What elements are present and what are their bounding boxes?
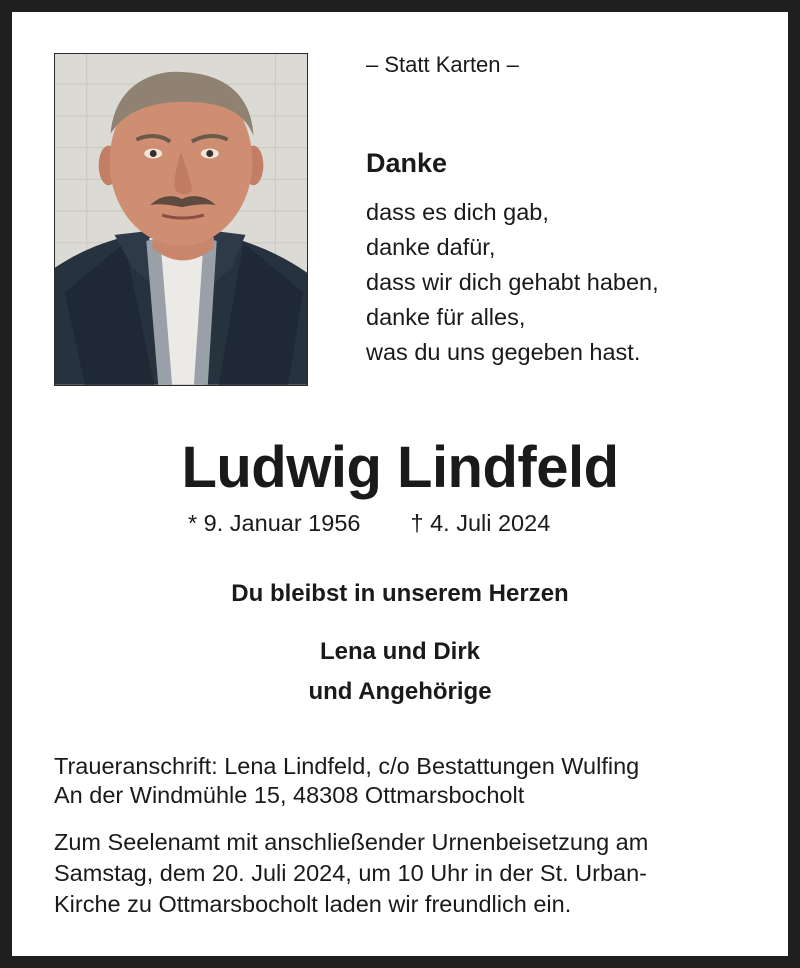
statt-karten-line: – Statt Karten –: [366, 52, 519, 77]
poem-line: danke für alles,: [366, 304, 526, 330]
motto: Du bleibst in unserem Herzen: [231, 580, 569, 607]
mourning-address: [54, 752, 639, 810]
service-line: Samstag, dem 20. Juli 2024, um 10 Uhr in der St. Urban-: [54, 860, 648, 886]
death-date: † 4. Juli 2024: [410, 510, 551, 536]
poem-line: danke dafür,: [366, 234, 496, 260]
danke-heading: Danke: [366, 148, 448, 178]
birth-date: * 9. Januar 1956: [188, 510, 361, 536]
family-line: Lena und Dirk: [319, 638, 481, 665]
service-announcement: [54, 827, 648, 920]
deceased-name: Ludwig Lindfeld: [181, 435, 619, 500]
service-line: Zum Seelenamt mit anschließender Urnenbeisetzung am: [54, 829, 649, 855]
poem-line: dass wir dich gehabt haben,: [366, 269, 659, 295]
service-line: Kirche zu Ottmarsbocholt laden wir freundlich ein.: [54, 891, 572, 917]
family-line: und Angehörige: [308, 678, 492, 705]
poem: [366, 195, 659, 370]
portrait-illustration: [55, 54, 307, 385]
address-line: Traueranschrift: Lena Lindfeld, c/o Bestattungen Wulfing: [54, 753, 640, 779]
address-line: An der Windmühle 15, 48308 Ottmarsbocholt: [54, 782, 525, 808]
family-signature: [12, 632, 788, 712]
portrait-photo: [54, 53, 308, 386]
poem-line: was du uns gegeben hast.: [366, 339, 641, 365]
life-dates: [188, 510, 550, 537]
poem-line: dass es dich gab,: [366, 199, 549, 225]
